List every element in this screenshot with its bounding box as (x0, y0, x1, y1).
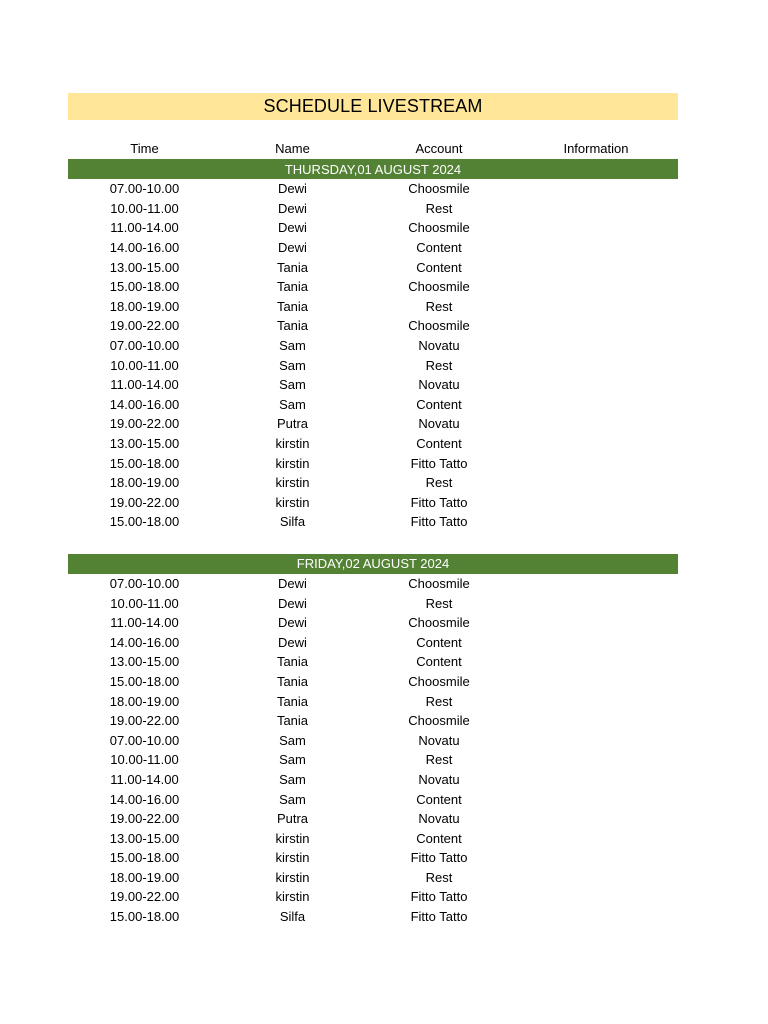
name-cell: Tania (276, 298, 309, 314)
table-row (68, 493, 678, 513)
day-separator (68, 532, 678, 554)
name-cell: Dewi (278, 240, 307, 256)
time-cell: 07.00-10.00 (109, 338, 180, 354)
account-cell: Fitto Tatto (410, 909, 468, 925)
table-row (68, 848, 678, 868)
table-row (68, 355, 678, 375)
time-cell: 10.00-11.00 (110, 200, 179, 216)
account-cell: Content (416, 240, 462, 256)
time-cell: 14.00-16.00 (109, 634, 180, 650)
name-cell: Sam (279, 752, 306, 768)
name-cell: Putra (276, 416, 309, 432)
account-cell: Rest (425, 357, 453, 373)
table-row (68, 218, 678, 238)
account-cell: Novatu (418, 377, 460, 393)
account-cell: Content (416, 436, 462, 452)
time-cell: 14.00-16.00 (109, 396, 180, 412)
table-row (68, 297, 678, 317)
table-row (68, 473, 678, 493)
table-row (68, 828, 678, 848)
table-row (68, 770, 678, 790)
account-cell: Fitto Tatto (410, 494, 468, 510)
table-row (68, 907, 678, 927)
time-cell: 11.00-14.00 (110, 220, 179, 236)
time-cell: 10.00-11.00 (110, 752, 179, 768)
name-cell: kirstin (275, 475, 310, 491)
account-cell: Fitto Tatto (410, 514, 468, 530)
time-cell: 18.00-19.00 (109, 869, 180, 885)
table-row (68, 316, 678, 336)
time-cell: 19.00-22.00 (109, 713, 180, 729)
time-cell: 14.00-16.00 (109, 791, 180, 807)
account-cell: Choosmile (408, 279, 470, 295)
table-row (68, 414, 678, 434)
table-row (68, 730, 678, 750)
table-row (68, 868, 678, 888)
account-cell: Novatu (418, 732, 460, 748)
time-cell: 15.00-18.00 (109, 673, 180, 689)
name-cell: Tania (276, 713, 309, 729)
time-cell: 11.00-14.00 (110, 771, 179, 787)
day-sections (68, 159, 678, 926)
name-cell: Sam (279, 377, 306, 393)
column-header-time: Time (130, 141, 159, 156)
time-cell: 11.00-14.00 (110, 377, 179, 393)
time-cell: 18.00-19.00 (109, 475, 180, 491)
account-cell: Rest (425, 693, 453, 709)
time-cell: 13.00-15.00 (109, 436, 180, 452)
time-cell: 10.00-11.00 (110, 595, 179, 611)
table-row (68, 672, 678, 692)
name-cell: kirstin (275, 869, 310, 885)
name-cell: Dewi (278, 220, 307, 236)
spacer (68, 120, 678, 138)
name-cell: Dewi (278, 634, 307, 650)
day-header: FRIDAY,02 AUGUST 2024 (68, 554, 678, 574)
table-row (68, 750, 678, 770)
column-header-information: Information (563, 141, 629, 156)
name-cell: Tania (276, 673, 309, 689)
account-cell: Fitto Tatto (410, 850, 468, 866)
account-cell: Choosmile (408, 673, 470, 689)
name-cell: kirstin (275, 455, 310, 471)
table-row (68, 336, 678, 356)
name-cell: Dewi (278, 615, 307, 631)
table-row (68, 809, 678, 829)
account-cell: Novatu (418, 811, 460, 827)
time-cell: 15.00-18.00 (109, 514, 180, 530)
account-cell: Content (416, 634, 462, 650)
schedule-sheet (68, 93, 678, 926)
name-cell: kirstin (275, 850, 310, 866)
time-cell: 15.00-18.00 (109, 909, 180, 925)
table-row (68, 199, 678, 219)
table-row (68, 789, 678, 809)
account-cell: Fitto Tatto (410, 455, 468, 471)
name-cell: Dewi (278, 595, 307, 611)
column-header-name: Name (275, 141, 310, 156)
account-cell: Fitto Tatto (410, 889, 468, 905)
time-cell: 19.00-22.00 (109, 494, 180, 510)
account-cell: Content (416, 654, 462, 670)
day-header: THURSDAY,01 AUGUST 2024 (68, 159, 678, 179)
table-row (68, 257, 678, 277)
time-cell: 15.00-18.00 (109, 455, 180, 471)
time-cell: 11.00-14.00 (110, 615, 179, 631)
name-cell: kirstin (275, 436, 310, 452)
account-cell: Choosmile (408, 615, 470, 631)
name-cell: Tania (276, 279, 309, 295)
time-cell: 13.00-15.00 (109, 830, 180, 846)
name-cell: Dewi (278, 181, 307, 197)
name-cell: kirstin (275, 494, 310, 510)
name-cell: Silfa (279, 514, 306, 530)
name-cell: kirstin (275, 830, 310, 846)
table-row (68, 375, 678, 395)
name-cell: Tania (276, 693, 309, 709)
name-cell: Sam (279, 771, 306, 787)
table-row (68, 238, 678, 258)
name-cell: Silfa (279, 909, 306, 925)
column-header-row (68, 138, 678, 159)
table-row (68, 593, 678, 613)
column-header-account: Account (415, 141, 463, 156)
table-row (68, 277, 678, 297)
account-cell: Novatu (418, 338, 460, 354)
name-cell: Dewi (278, 575, 307, 591)
time-cell: 07.00-10.00 (109, 575, 180, 591)
account-cell: Content (416, 259, 462, 275)
account-cell: Choosmile (408, 181, 470, 197)
account-cell: Choosmile (408, 575, 470, 591)
account-cell: Choosmile (408, 318, 470, 334)
table-row (68, 887, 678, 907)
name-cell: Sam (279, 396, 306, 412)
name-cell: Putra (276, 811, 309, 827)
table-row (68, 512, 678, 532)
name-cell: Dewi (278, 200, 307, 216)
name-cell: kirstin (275, 889, 310, 905)
time-cell: 18.00-19.00 (109, 298, 180, 314)
time-cell: 19.00-22.00 (109, 811, 180, 827)
account-cell: Rest (425, 200, 453, 216)
name-cell: Sam (279, 357, 306, 373)
name-cell: Tania (276, 318, 309, 334)
time-cell: 07.00-10.00 (109, 732, 180, 748)
time-cell: 10.00-11.00 (110, 357, 179, 373)
account-cell: Rest (425, 752, 453, 768)
name-cell: Sam (279, 732, 306, 748)
account-cell: Rest (425, 869, 453, 885)
name-cell: Sam (279, 338, 306, 354)
table-row (68, 179, 678, 199)
account-cell: Content (416, 791, 462, 807)
name-cell: Sam (279, 791, 306, 807)
table-row (68, 613, 678, 633)
table-row (68, 691, 678, 711)
account-cell: Choosmile (408, 220, 470, 236)
time-cell: 14.00-16.00 (109, 240, 180, 256)
account-cell: Novatu (418, 771, 460, 787)
time-cell: 13.00-15.00 (109, 259, 180, 275)
name-cell: Tania (276, 654, 309, 670)
account-cell: Choosmile (408, 713, 470, 729)
table-row (68, 574, 678, 594)
time-cell: 15.00-18.00 (109, 279, 180, 295)
name-cell: Tania (276, 259, 309, 275)
time-cell: 13.00-15.00 (109, 654, 180, 670)
account-cell: Content (416, 830, 462, 846)
account-cell: Novatu (418, 416, 460, 432)
table-row (68, 632, 678, 652)
time-cell: 19.00-22.00 (109, 318, 180, 334)
table-row (68, 395, 678, 415)
account-cell: Rest (425, 298, 453, 314)
account-cell: Content (416, 396, 462, 412)
time-cell: 15.00-18.00 (109, 850, 180, 866)
account-cell: Rest (425, 475, 453, 491)
schedule-title: SCHEDULE LIVESTREAM (68, 93, 678, 120)
table-row (68, 453, 678, 473)
table-row (68, 434, 678, 454)
time-cell: 19.00-22.00 (109, 416, 180, 432)
time-cell: 07.00-10.00 (109, 181, 180, 197)
table-row (68, 652, 678, 672)
time-cell: 18.00-19.00 (109, 693, 180, 709)
table-row (68, 711, 678, 731)
time-cell: 19.00-22.00 (109, 889, 180, 905)
account-cell: Rest (425, 595, 453, 611)
